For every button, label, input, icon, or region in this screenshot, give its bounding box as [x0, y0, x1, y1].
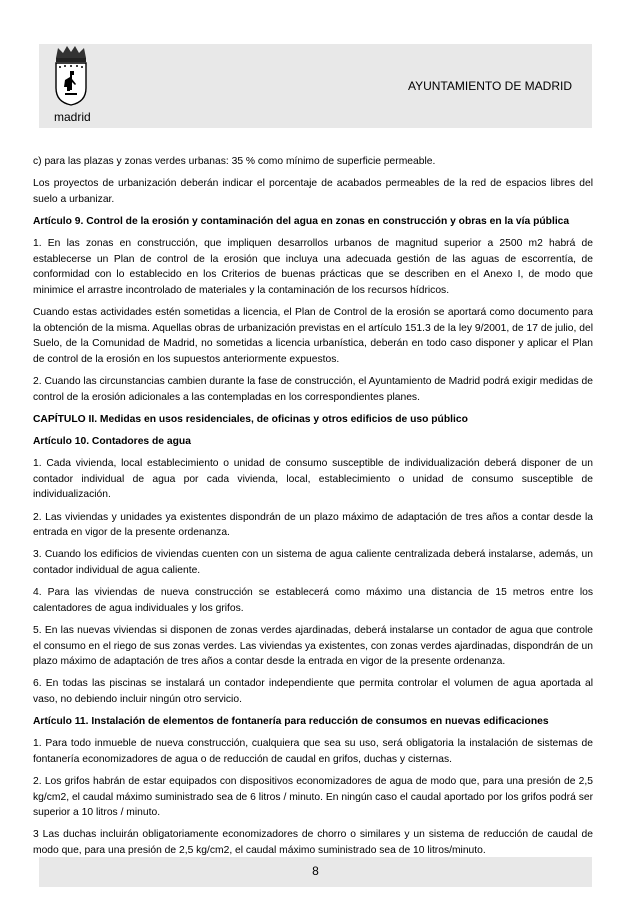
- logo-text: madrid: [54, 110, 91, 124]
- section-heading: Artículo 10. Contadores de agua: [33, 436, 191, 448]
- section-heading: Artículo 9. Control de la erosión y contaminación del agua en zonas en construcción y obras en la vía pública: [33, 215, 570, 227]
- body-paragraph: 2. Las viviendas y unidades ya existentes dispondrán de un plazo máximo de adaptación de tres años a contar desde la entrada en vigor de la presente ordenanza.: [33, 511, 593, 539]
- section-heading: Artículo 11. Instalación de elementos de fontanería para reducción de consumos en nuevas edificaciones: [33, 716, 549, 728]
- body-paragraph: 3. Cuando los edificios de viviendas cuenten con un sistema de agua caliente centralizada deberá instalarse, además, un contador individual de agua caliente.: [33, 549, 593, 576]
- body-paragraph: 1. En las zonas en construcción, que impliquen desarrollos urbanos de magnitud superior a 2500 m2 habrá de establecerse un Plan de control de la erosión que incluya una adecuada gestión de las aguas de escorrentía, de conformidad con lo establecido en los Criterios de buenas prácticas que se describen en el Anexo I, de modo que minimice el arrastre incontrolado de materiales y la contaminación de los recursos hídricos.: [33, 238, 593, 296]
- section-heading: CAPÍTULO II. Medidas en usos residenciales, de oficinas y otros edificios de uso público: [33, 413, 468, 425]
- document-body: [33, 154, 593, 865]
- body-paragraph: 2. Los grifos habrán de estar equipados con dispositivos economizadores de agua de modo que, para una presión de 2,5 kg/cm2, el caudal máximo suministrado sea de 6 litros / minuto. En ningún caso el caudal aportado por los grifos podrá ser superior a 10 litros / minuto.: [33, 776, 593, 819]
- organization-name: AYUNTAMIENTO DE MADRID: [407, 79, 572, 93]
- body-paragraph: 1. Cada vivienda, local establecimiento o unidad de consumo susceptible de individualización deberá disponer de un contador individual de agua por cada vivienda, local, establecimiento o unidad de consumo susceptible de individualización.: [33, 458, 593, 501]
- body-paragraph: c) para las plazas y zonas verdes urbanas: 35 % como mínimo de superficie permeable.: [33, 156, 436, 167]
- body-paragraph: 3 Las duchas incluirán obligatoriamente economizadores de chorro o similares y un sistema de reducción de caudal de modo que, para una presión de 2,5 kg/cm2, el caudal máximo suministrado sea de 10 litros/minuto.: [33, 829, 593, 857]
- body-paragraph: 5. En las nuevas viviendas si disponen de zonas verdes ajardinadas, deberá instalarse un contador de agua que controle el consumo en el riego de sus zonas verdes. Las viviendas ya existentes, con zonas verdes ajardinadas, dispondrán de un plazo máximo de adaptación de tres años a contar desde la entrada en vigor de la presente ordenanza.: [33, 624, 593, 668]
- body-paragraph: 6. En todas las piscinas se instalará un contador independiente que permita controlar el volumen de agua aportada al vaso, no debiendo incluir ningún otro servicio.: [33, 678, 593, 705]
- madrid-coat-of-arms-icon: [53, 44, 89, 106]
- body-paragraph: Cuando estas actividades estén sometidas a licencia, el Plan de Control de la erosión se aportará como documento para la obtención de la misma. Aquellas obras de urbanización previstas en el artículo 151.3 de la ley 9/2001, de 17 de julio, del Suelo, de la Comunidad de Madrid, no sometidas a licencia urbanística, deberán en todo caso disponer y aplicar el Plan de control de la erosión en los supuestos anteriormente expuestos.: [33, 307, 593, 365]
- body-paragraph: Los proyectos de urbanización deberán indicar el porcentaje de acabados permeables de la red de espacios libres del suelo a urbanizar.: [33, 178, 593, 205]
- page-header: [39, 44, 592, 128]
- page-footer: [39, 857, 592, 887]
- body-paragraph: 1. Para todo inmueble de nueva construcción, cualquiera que sea su uso, será obligatoria la instalación de sistemas de fontanería economizadores de agua o de reducción de caudal en grifos, duchas y cisternas.: [33, 738, 593, 765]
- page-number: 8: [312, 864, 319, 878]
- body-paragraph: 4. Para las viviendas de nueva construcción se establecerá como máximo una distancia de 15 metros entre los calentadores de agua individuales y los grifos.: [33, 587, 593, 614]
- body-paragraph: 2. Cuando las circunstancias cambien durante la fase de construcción, el Ayuntamiento de Madrid podrá exigir medidas de control de la erosión adicionales a las contempladas en los correspondientes planes.: [33, 376, 593, 403]
